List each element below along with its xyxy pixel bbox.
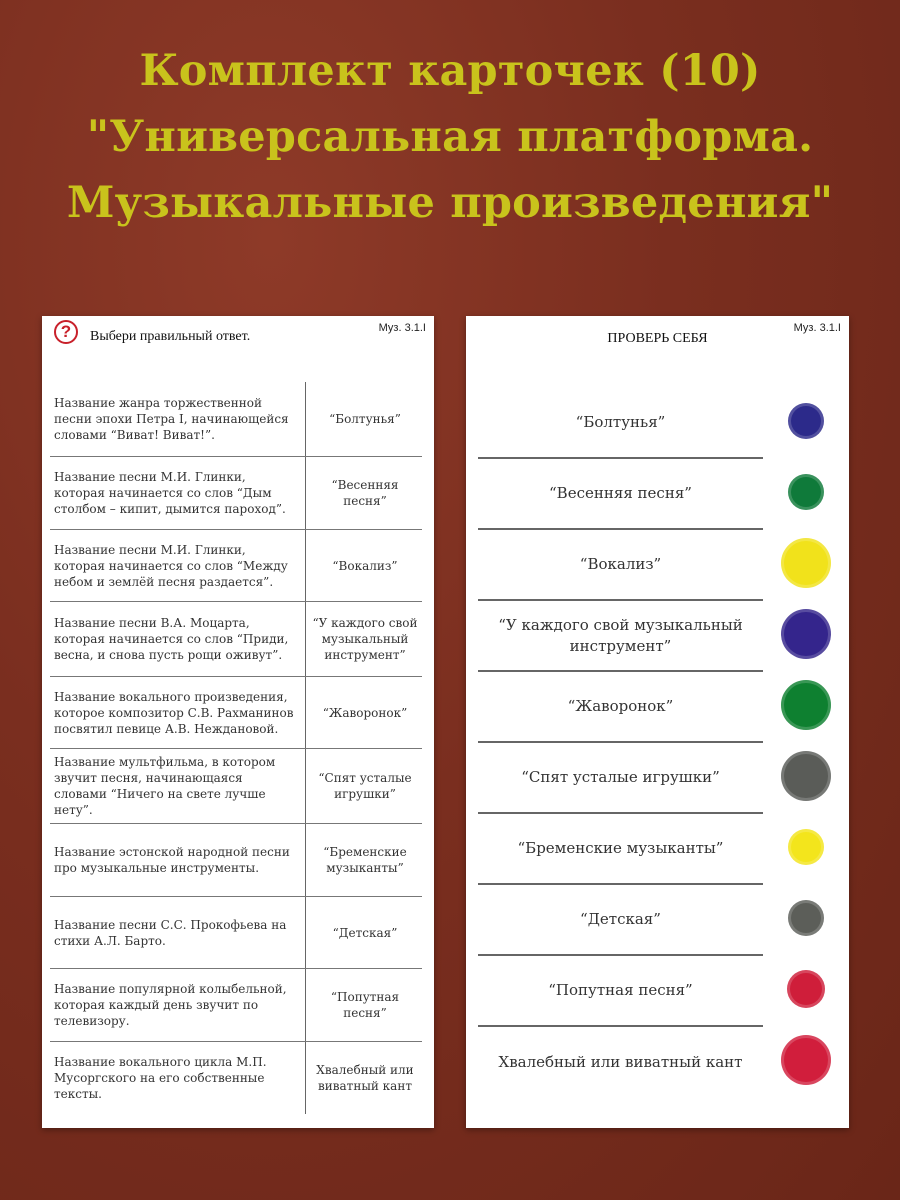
question-text: Название эстонской народной песни про музыкальные инструменты.: [54, 845, 290, 875]
column-divider: [305, 969, 306, 1041]
color-dot-icon[interactable]: [781, 1035, 831, 1085]
answer-option[interactable]: “Спят усталые игрушки”: [318, 771, 412, 801]
question-row: [50, 969, 422, 1042]
answer-option[interactable]: “Вокализ”: [332, 558, 398, 573]
page-title: [0, 38, 900, 236]
question-text: Название вокального произведения, которое композитор С.В. Рахманинов посвятил певице А.В. Неждановой.: [54, 689, 294, 736]
question-row: [50, 749, 422, 824]
color-dot-icon[interactable]: [781, 680, 831, 730]
color-dot-icon[interactable]: [788, 829, 824, 865]
column-divider: [305, 677, 306, 748]
question-row: [50, 1042, 422, 1114]
column-divider: [305, 530, 306, 601]
question-text: Название песни В.А. Моцарта, которая начинается со слов “Приди, весна, и снова пусть рощи оживут”.: [54, 616, 289, 662]
question-text: Название песни М.И. Глинки, которая начинается со слов “Между небом и землёй песня раздается”.: [54, 542, 288, 589]
title-line-1: Комплект карточек (10): [139, 46, 761, 96]
answer-option[interactable]: Хвалебный или виватный кант: [316, 1063, 414, 1093]
answer-item: “Весенняя песня”: [478, 459, 763, 530]
answer-card: [466, 316, 849, 1128]
answer-item: “Бременские музыканты”: [478, 814, 763, 885]
color-dot-icon[interactable]: [781, 751, 831, 801]
color-dot-icon[interactable]: [781, 538, 831, 588]
color-dot-icon[interactable]: [788, 900, 824, 936]
column-divider: [305, 457, 306, 529]
question-table: [50, 382, 422, 1114]
answer-item: “Жаворонок”: [478, 672, 763, 743]
answer-item: “Спят усталые игрушки”: [478, 743, 763, 814]
answer-item: “Вокализ”: [478, 530, 763, 601]
question-row: [50, 457, 422, 530]
column-divider: [305, 382, 306, 456]
title-line-3: Музыкальные произведения": [66, 178, 834, 228]
column-divider: [305, 824, 306, 896]
answer-item: “Детская”: [478, 885, 763, 956]
title-line-2: "Универсальная платформа.: [86, 112, 814, 162]
question-row: [50, 602, 422, 677]
answer-option[interactable]: “Попутная песня”: [330, 990, 400, 1020]
question-row: [50, 824, 422, 897]
column-divider: [305, 602, 306, 676]
answer-option[interactable]: “Бременские музыканты”: [323, 845, 407, 875]
question-row: [50, 382, 422, 457]
answer-option[interactable]: “Болтунья”: [329, 412, 401, 426]
card-code: Муз. 3.1.I: [793, 322, 841, 334]
answer-list: [478, 388, 763, 1098]
color-dot-icon[interactable]: [787, 970, 825, 1008]
answer-item: “У каждого свой музыкальный инструмент”: [478, 601, 763, 672]
question-text: Название вокального цикла М.П. Мусоргского на его собственные тексты.: [54, 1055, 267, 1101]
column-divider: [305, 1042, 306, 1114]
question-circle-icon: ?: [54, 320, 78, 344]
question-card: [42, 316, 434, 1128]
answer-option[interactable]: “Весенняя песня”: [331, 478, 399, 508]
card-code: Муз. 3.1.I: [378, 322, 426, 334]
answer-item: “Попутная песня”: [478, 956, 763, 1027]
question-text: Название мультфильма, в котором звучит песня, начинающаяся словами “Ничего на свете лучше нету”.: [54, 755, 276, 817]
color-dot-icon[interactable]: [788, 403, 824, 439]
question-text: Название жанра торжественной песни эпохи Петра I, начинающейся словами “Виват! Виват!”.: [54, 396, 289, 442]
question-text: Название песни С.С. Прокофьева на стихи А.Л. Барто.: [54, 917, 287, 948]
answer-option[interactable]: “Жаворонок”: [322, 705, 408, 720]
question-row: [50, 530, 422, 602]
question-text: Название популярной колыбельной, которая каждый день звучит по телевизору.: [54, 982, 287, 1028]
column-divider: [305, 749, 306, 823]
question-row: [50, 677, 422, 749]
answer-item: Хвалебный или виватный кант: [498, 1053, 743, 1071]
question-row: [50, 897, 422, 969]
check-yourself-heading: ПРОВЕРЬ СЕБЯ: [607, 331, 708, 346]
answer-option[interactable]: “У каждого свой музыкальный инструмент”: [312, 616, 418, 662]
color-dot-icon[interactable]: [781, 609, 831, 659]
answer-option[interactable]: “Детская”: [332, 925, 398, 940]
question-text: Название песни М.И. Глинки, которая начинается со слов “Дым столбом – кипит, дымится пароход”.: [54, 470, 286, 516]
instruction-text: Выбери правильный ответ.: [90, 329, 251, 344]
color-dot-icon[interactable]: [788, 474, 824, 510]
column-divider: [305, 897, 306, 968]
answer-item: “Болтунья”: [478, 388, 763, 459]
